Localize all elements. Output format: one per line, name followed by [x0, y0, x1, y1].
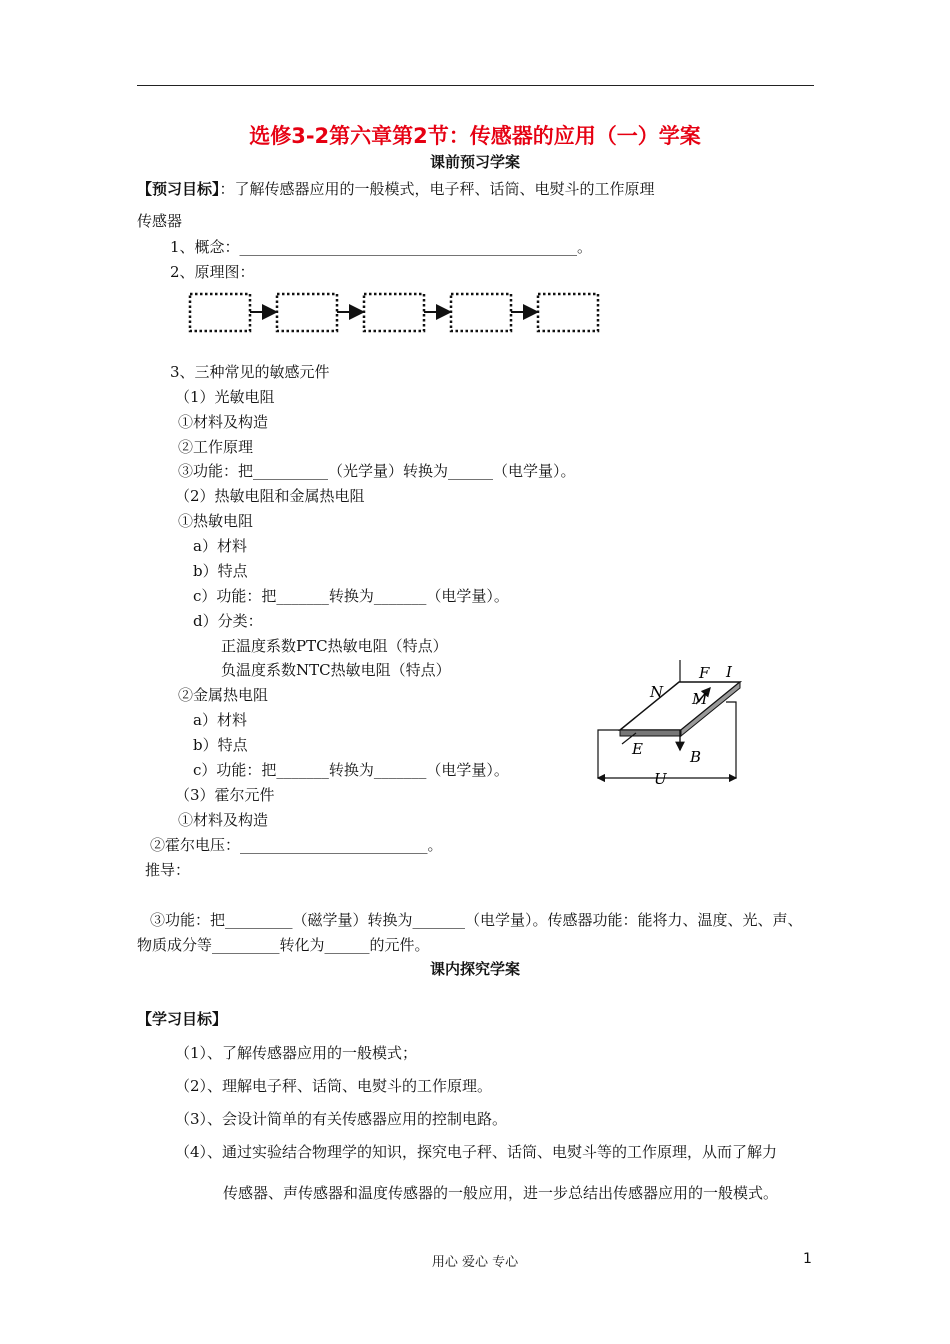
label-e: E: [632, 740, 643, 758]
metal-resistor-material: a）材料: [193, 711, 247, 729]
hall-material: ①材料及构造: [178, 811, 269, 829]
flow-box-4: [451, 294, 511, 331]
sensor-heading: 传感器: [137, 212, 183, 230]
principle-flow-diagram: [188, 290, 600, 335]
label-i: I: [726, 663, 732, 681]
header-rule: [137, 85, 814, 86]
thermistor-feature: b）特点: [193, 562, 248, 580]
ntc-thermistor: 负温度系数NTC热敏电阻（特点）: [221, 661, 451, 679]
hall-function-line1: ③功能：把_________（磁学量）转换为_______（电学量）。传感器功能：能将力、温度、光、声、: [150, 911, 803, 929]
flow-box-2: [277, 294, 337, 331]
thermal-title: （2）热敏电阻和金属热电阻: [175, 487, 365, 505]
preview-goal-text: ：了解传感器应用的一般模式，电子秤、话筒、电熨斗的工作原理: [219, 180, 655, 198]
study-goal-tag: 【学习目标】: [137, 1010, 228, 1028]
label-n: N: [650, 683, 664, 701]
flow-box-5: [538, 294, 598, 331]
section-title-preview: 课前预习学案: [429, 153, 520, 171]
label-u: U: [654, 770, 667, 786]
metal-resistor-title: ②金属热电阻: [178, 686, 269, 704]
photoresistor-principle: ②工作原理: [178, 438, 254, 456]
thermistor-classification: d）分类：: [193, 612, 263, 630]
label-b: B: [690, 748, 702, 766]
hall-element-figure: [592, 658, 748, 786]
page-title: 选修3-2第六章第2节：传感器的应用（一）学案: [249, 124, 701, 148]
ptc-thermistor: 正温度系数PTC热敏电阻（特点）: [221, 637, 448, 655]
diagram-label: 2、原理图：: [170, 263, 255, 281]
photoresistor-title: （1）光敏电阻: [175, 388, 275, 406]
three-elements: 3、三种常见的敏感元件: [170, 363, 330, 381]
page-number: 1: [803, 1251, 812, 1267]
flow-box-3: [364, 294, 424, 331]
concept-line: 1、概念：_____________________________________________。: [170, 238, 593, 256]
study-goal-2: （2）、理解电子秤、话筒、电熨斗的工作原理。: [175, 1077, 493, 1095]
metal-resistor-function: c）功能：把_______转换为_______（电学量）。: [193, 761, 509, 779]
label-m: M: [692, 690, 708, 708]
hall-voltage: ②霍尔电压：_________________________。: [150, 836, 443, 854]
preview-goal: [137, 178, 655, 199]
study-goal-4-line1: （4）、通过实验结合物理学的知识，探究电子秤、话筒、电熨斗等的工作原理，从而了解力: [175, 1143, 778, 1161]
hall-function-line2: 物质成分等_________转化为______的元件。: [137, 936, 430, 954]
footer-text: 用心 爱心 专心: [431, 1255, 519, 1270]
label-f: F: [699, 664, 710, 682]
hall-plate-top: [620, 682, 740, 730]
study-goal-3: （3）、会设计简单的有关传感器应用的控制电路。: [175, 1110, 508, 1128]
photoresistor-function: ③功能：把__________（光学量）转换为______（电学量）。: [178, 462, 576, 480]
section-title-study: 课内探究学案: [429, 960, 520, 978]
thermistor-function: c）功能：把_______转换为_______（电学量）。: [193, 587, 509, 605]
thermistor-title: ①热敏电阻: [178, 512, 254, 530]
photoresistor-material: ①材料及构造: [178, 413, 269, 431]
study-goal-1: （1）、了解传感器应用的一般模式；: [175, 1044, 418, 1062]
flow-box-1: [190, 294, 250, 331]
study-goal-4-line2: 传感器、声传感器和温度传感器的一般应用，进一步总结出传感器应用的一般模式。: [223, 1184, 779, 1202]
metal-resistor-feature: b）特点: [193, 736, 248, 754]
preview-goal-tag: 【预习目标】: [137, 180, 220, 198]
hall-derive: 推导：: [145, 861, 191, 879]
thermistor-material: a）材料: [193, 537, 247, 555]
hall-plate-front: [620, 730, 681, 736]
hall-title: （3）霍尔元件: [175, 786, 275, 804]
